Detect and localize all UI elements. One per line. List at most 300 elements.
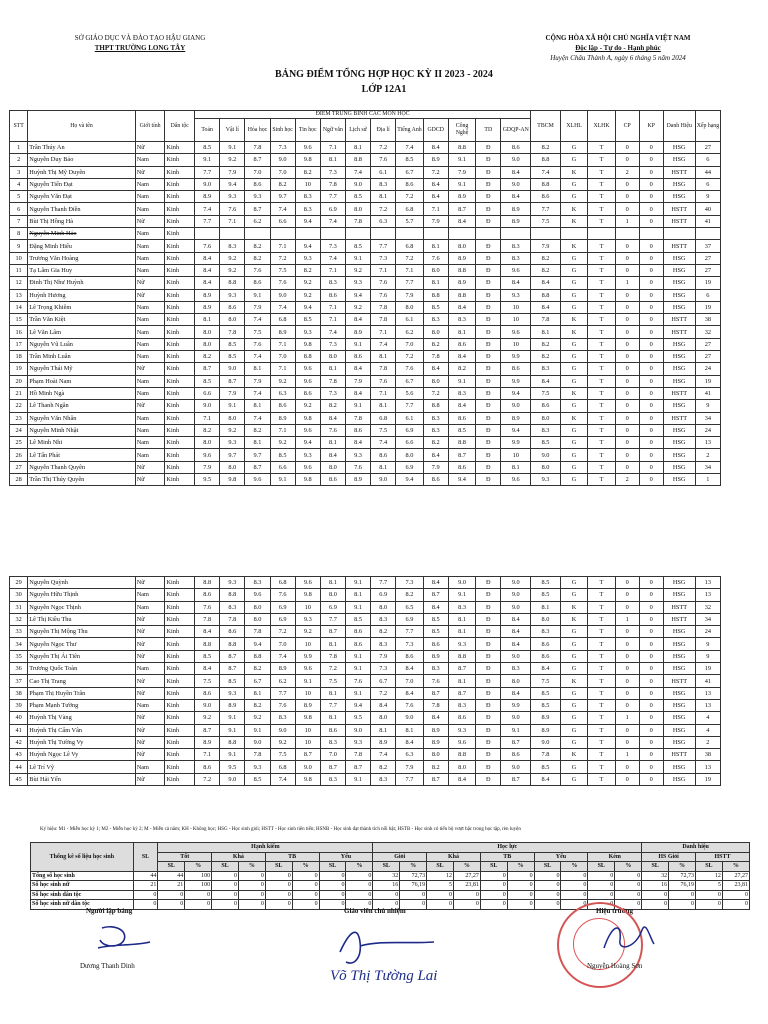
student-row: [10, 142, 721, 154]
student-cell: [476, 228, 501, 240]
student-cell: 0: [639, 712, 663, 724]
student-cell: HSTT: [663, 749, 695, 761]
student-cell: 0: [615, 375, 639, 387]
student-cell: 13: [10, 289, 28, 301]
student-cell: Đ: [476, 761, 501, 773]
student-cell: 9.0: [195, 400, 220, 412]
summary-cell: 0: [373, 900, 400, 910]
student-cell: 8.6: [346, 626, 371, 638]
student-cell: 8.1: [501, 461, 531, 473]
summary-col-sl: SL: [133, 843, 158, 872]
student-cell: 8.1: [320, 363, 345, 375]
student-cell: Đ: [476, 749, 501, 761]
student-cell: 8.6: [320, 724, 345, 736]
student-cell: 11: [10, 264, 28, 276]
student-cell: 34: [10, 638, 28, 650]
student-cell: 9: [695, 650, 720, 662]
student-row: [10, 166, 721, 178]
student-cell: 8.0: [531, 412, 561, 424]
student-cell: 9.6: [295, 424, 320, 436]
summary-cell: 5: [695, 881, 722, 891]
student-cell: Huỳnh Ngọc Lê Vy: [28, 749, 135, 761]
summary-cell: 0: [695, 900, 722, 910]
student-cell: 10: [295, 638, 320, 650]
summary-cell: Số học sinh nữ dân tộc: [31, 900, 134, 910]
student-cell: 0: [639, 626, 663, 638]
student-cell: 8.3: [423, 663, 448, 675]
summary-cell: 0: [534, 900, 561, 910]
student-cell: 8.9: [195, 289, 220, 301]
student-row: [10, 301, 721, 313]
student-cell: 8.2: [423, 338, 448, 350]
summary-cell: 0: [238, 881, 265, 891]
col-xlhl: XLHL: [560, 111, 587, 142]
student-cell: 8.5: [195, 650, 220, 662]
student-cell: Đ: [476, 687, 501, 699]
summary-row: [31, 871, 750, 881]
student-cell: 0: [615, 650, 639, 662]
student-cell: 7.2: [396, 191, 423, 203]
student-cell: Huỳnh Thị Vàng: [28, 712, 135, 724]
student-cell: 8.4: [531, 301, 561, 313]
student-cell: Kinh: [165, 412, 195, 424]
student-cell: 8.6: [448, 461, 475, 473]
student-cell: Nữ: [135, 166, 165, 178]
student-cell: 7.2: [371, 142, 396, 154]
student-cell: 0: [639, 724, 663, 736]
student-cell: 37: [10, 675, 28, 687]
student-cell: T: [588, 326, 615, 338]
student-cell: Kinh: [165, 761, 195, 773]
student-cell: Lê Thị Kiều Thu: [28, 613, 135, 625]
student-cell: T: [588, 449, 615, 461]
student-cell: 7.1: [371, 264, 396, 276]
student-cell: 8.8: [423, 400, 448, 412]
student-cell: 1: [695, 474, 720, 486]
student-cell: 19: [695, 663, 720, 675]
student-cell: 8.7: [501, 736, 531, 748]
student-cell: G: [560, 589, 587, 601]
student-cell: 8.9: [423, 736, 448, 748]
student-cell: Đinh Thị Như Huỳnh: [28, 277, 135, 289]
student-cell: 6.9: [320, 601, 345, 613]
student-cell: 8.3: [448, 314, 475, 326]
summary-cell: 12: [427, 871, 454, 881]
student-cell: 0: [639, 351, 663, 363]
student-cell: 8.1: [448, 613, 475, 625]
student-cell: 24: [10, 424, 28, 436]
student-cell: Lê Trí Vỹ: [28, 761, 135, 773]
student-cell: 0: [639, 400, 663, 412]
student-cell: 7.3: [371, 663, 396, 675]
student-cell: 6.8: [270, 314, 295, 326]
student-cell: 8.6: [396, 650, 423, 662]
col-rank: Xếp hạng: [695, 111, 720, 142]
student-cell: Đ: [476, 178, 501, 190]
department-name: SỞ GIÁO DỤC VÀ ĐÀO TẠO HẬU GIANG: [74, 34, 206, 42]
col-gender: Giới tính: [135, 111, 165, 142]
summary-cell: 0: [561, 890, 588, 900]
student-cell: Đ: [476, 215, 501, 227]
student-cell: 8.1: [371, 400, 396, 412]
student-cell: 8.9: [531, 712, 561, 724]
student-cell: Đ: [476, 314, 501, 326]
student-cell: Nữ: [135, 638, 165, 650]
student-cell: 7.6: [346, 675, 371, 687]
student-cell: HSG: [663, 301, 695, 313]
student-cell: HSG: [663, 178, 695, 190]
summary-unit-pct: %: [561, 862, 588, 872]
student-cell: 9.3: [295, 252, 320, 264]
student-cell: Đ: [476, 650, 501, 662]
document-title: BẢNG ĐIỂM TỔNG HỢP HỌC KỲ II 2023 - 2024: [275, 69, 493, 80]
student-row: [10, 326, 721, 338]
student-cell: 8.5: [531, 589, 561, 601]
student-cell: 8.9: [531, 724, 561, 736]
student-cell: Nguyễn Thị Mộng Thu: [28, 626, 135, 638]
student-cell: 8.1: [345, 142, 370, 154]
student-cell: 8.6: [501, 749, 531, 761]
student-cell: T: [588, 154, 615, 166]
student-cell: Nguyễn Duy Bảo: [28, 154, 135, 166]
student-cell: Kinh: [165, 638, 195, 650]
student-cell: 7.1: [195, 412, 220, 424]
student-cell: 13: [695, 687, 720, 699]
student-cell: 7.7: [396, 773, 423, 785]
student-cell: HSG: [663, 650, 695, 662]
student-cell: Kinh: [165, 626, 195, 638]
student-cell: 8.9: [345, 474, 370, 486]
student-cell: K: [560, 387, 587, 399]
student-cell: Nguyễn Minh Nhật: [28, 424, 135, 436]
student-cell: G: [560, 626, 587, 638]
student-cell: 6.9: [320, 203, 345, 215]
student-cell: 6.7: [396, 166, 423, 178]
student-cell: 0: [615, 589, 639, 601]
student-cell: HSTT: [663, 215, 695, 227]
student-cell: Nữ: [135, 363, 165, 375]
student-cell: 7.9: [195, 461, 220, 473]
student-cell: Kinh: [165, 650, 195, 662]
student-cell: 9.8: [295, 474, 320, 486]
student-cell: 9.1: [220, 749, 245, 761]
student-cell: Nguyễn Minh Hảo: [28, 228, 135, 240]
student-cell: 7.0: [320, 749, 345, 761]
student-cell: 9.3: [245, 761, 270, 773]
student-cell: 8.1: [371, 724, 396, 736]
student-cell: 7.0: [270, 351, 295, 363]
student-cell: 8.1: [195, 314, 220, 326]
student-cell: K: [560, 203, 587, 215]
student-cell: 0: [615, 424, 639, 436]
summary-table: [30, 842, 750, 910]
student-cell: 9.0: [371, 474, 396, 486]
student-cell: 7.8: [320, 375, 345, 387]
student-cell: 6.6: [270, 461, 295, 473]
student-cell: 0: [639, 363, 663, 375]
student-cell: 8.6: [345, 424, 370, 436]
student-cell: Đ: [476, 663, 501, 675]
student-cell: 0: [615, 736, 639, 748]
student-cell: 0: [639, 178, 663, 190]
student-cell: Đ: [476, 191, 501, 203]
student-cell: [270, 228, 295, 240]
student-cell: 8.0: [423, 749, 448, 761]
student-cell: 0: [615, 301, 639, 313]
summary-cell: 0: [507, 881, 534, 891]
summary-cell: 0: [400, 900, 427, 910]
student-cell: 8.3: [531, 626, 561, 638]
student-cell: T: [588, 400, 615, 412]
student-cell: 8.0: [448, 240, 475, 252]
student-cell: 7.8: [195, 613, 220, 625]
student-cell: 7.9: [531, 240, 561, 252]
student-cell: 9.0: [195, 699, 220, 711]
student-cell: 9.0: [501, 712, 531, 724]
student-cell: 8.4: [195, 277, 220, 289]
student-cell: 6.2: [245, 215, 270, 227]
student-cell: G: [560, 712, 587, 724]
student-cell: 7.4: [320, 326, 345, 338]
student-cell: HSG: [663, 154, 695, 166]
student-cell: 6: [10, 203, 28, 215]
student-cell: Nam: [135, 589, 165, 601]
student-row: [10, 449, 721, 461]
student-cell: HSG: [663, 277, 695, 289]
student-cell: 7.0: [270, 166, 295, 178]
student-cell: Nguyễn Thái Mỹ: [28, 363, 135, 375]
student-cell: 7.1: [423, 203, 448, 215]
student-cell: 8.4: [423, 178, 448, 190]
student-cell: 8.5: [295, 314, 320, 326]
student-cell: G: [560, 277, 587, 289]
student-cell: 8.7: [195, 724, 220, 736]
student-cell: 7.6: [195, 240, 220, 252]
summary-cell: 0: [319, 871, 346, 881]
col-stt: STT: [10, 111, 28, 142]
student-cell: HSTT: [663, 166, 695, 178]
student-cell: 0: [615, 264, 639, 276]
student-cell: 8.4: [396, 687, 423, 699]
student-cell: T: [588, 252, 615, 264]
student-cell: 9.0: [396, 712, 423, 724]
student-cell: 0: [639, 699, 663, 711]
student-cell: 9: [695, 638, 720, 650]
student-cell: G: [560, 773, 587, 785]
student-cell: Đ: [476, 252, 501, 264]
student-cell: 7.4: [320, 252, 345, 264]
student-cell: Kinh: [165, 699, 195, 711]
student-cell: HSG: [663, 699, 695, 711]
student-cell: [396, 228, 423, 240]
student-cell: 6: [695, 154, 720, 166]
student-cell: 7.7: [371, 577, 396, 589]
student-cell: 9.7: [245, 449, 270, 461]
student-cell: Kinh: [165, 375, 195, 387]
student-cell: 8.0: [371, 601, 396, 613]
student-cell: 9.7: [220, 449, 245, 461]
student-cell: 6: [695, 289, 720, 301]
student-cell: Nam: [135, 387, 165, 399]
student-cell: 9.2: [195, 712, 220, 724]
summary-cell: 32: [373, 871, 400, 881]
summary-cell: 0: [373, 890, 400, 900]
student-cell: 8.3: [531, 424, 561, 436]
student-cell: 8.2: [448, 363, 475, 375]
student-cell: K: [560, 601, 587, 613]
student-cell: Cao Thị Trang: [28, 675, 135, 687]
student-cell: Kinh: [165, 338, 195, 350]
student-cell: 7.7: [195, 166, 220, 178]
summary-cell: Số học sinh nữ: [31, 881, 134, 891]
student-cell: G: [560, 687, 587, 699]
student-cell: Đ: [476, 675, 501, 687]
student-cell: 8.5: [448, 424, 475, 436]
student-cell: 9.4: [295, 437, 320, 449]
student-cell: HSG: [663, 449, 695, 461]
student-cell: G: [560, 400, 587, 412]
student-cell: 8.6: [448, 712, 475, 724]
student-cell: 1: [615, 712, 639, 724]
student-cell: 0: [639, 601, 663, 613]
student-cell: 8.1: [245, 400, 270, 412]
student-cell: 7.2: [270, 626, 295, 638]
student-cell: Nam: [135, 203, 165, 215]
student-cell: Hồ Minh Ngà: [28, 387, 135, 399]
student-cell: Nữ: [135, 712, 165, 724]
teacher-name-handwritten: Võ Thị Tường Lai: [330, 968, 438, 984]
student-cell: 8.0: [220, 314, 245, 326]
student-cell: Kinh: [165, 289, 195, 301]
place-date: Huyện Châu Thành A, ngày 6 tháng 5 năm 2024: [550, 54, 686, 62]
student-cell: Nguyễn Thanh Quyên: [28, 461, 135, 473]
student-cell: 0: [639, 761, 663, 773]
student-cell: 0: [615, 601, 639, 613]
student-cell: 0: [615, 773, 639, 785]
student-cell: 0: [639, 264, 663, 276]
student-cell: 9.4: [448, 474, 475, 486]
student-cell: 8.9: [423, 154, 448, 166]
student-cell: 8.5: [531, 761, 561, 773]
student-cell: Nguyễn Văn Nhân: [28, 412, 135, 424]
student-cell: G: [560, 301, 587, 313]
student-cell: Đ: [476, 461, 501, 473]
student-cell: T: [588, 314, 615, 326]
student-cell: 8.6: [531, 638, 561, 650]
student-cell: 8.1: [371, 351, 396, 363]
student-cell: 8.4: [501, 638, 531, 650]
summary-cell: 0: [238, 890, 265, 900]
student-cell: Lê Thanh Ngân: [28, 400, 135, 412]
student-cell: 0: [639, 326, 663, 338]
student-cell: 10: [295, 687, 320, 699]
student-cell: 25: [10, 437, 28, 449]
student-cell: 5.6: [396, 387, 423, 399]
student-cell: 14: [10, 301, 28, 313]
summary-group-title: Danh hiệu: [642, 843, 750, 853]
student-cell: 21: [10, 387, 28, 399]
student-cell: 8.4: [320, 412, 345, 424]
summary-subheader: HS Giỏi: [642, 852, 696, 862]
student-cell: 6: [695, 178, 720, 190]
student-cell: 7.2: [371, 687, 396, 699]
student-cell: 0: [615, 449, 639, 461]
student-cell: 8.6: [396, 178, 423, 190]
student-cell: 7.1: [270, 424, 295, 436]
student-cell: HSG: [663, 687, 695, 699]
student-cell: Nam: [135, 601, 165, 613]
student-cell: HSG: [663, 461, 695, 473]
student-cell: 8.2: [195, 424, 220, 436]
student-cell: 8.1: [448, 626, 475, 638]
student-cell: Nam: [135, 264, 165, 276]
summary-unit-sl: SL: [212, 862, 239, 872]
student-cell: Kinh: [165, 461, 195, 473]
student-cell: 8.3: [448, 387, 475, 399]
student-cell: HSG: [663, 773, 695, 785]
student-cell: 7.8: [220, 326, 245, 338]
student-cell: 0: [615, 387, 639, 399]
student-cell: 9.0: [270, 724, 295, 736]
summary-unit-sl: SL: [534, 862, 561, 872]
summary-unit-sl: SL: [319, 862, 346, 872]
student-cell: 7.8: [245, 749, 270, 761]
student-cell: 8.6: [195, 687, 220, 699]
summary-cell: 16: [642, 881, 669, 891]
student-cell: 7.4: [345, 166, 370, 178]
student-cell: 8.8: [345, 154, 370, 166]
student-cell: 9.4: [295, 240, 320, 252]
student-cell: 0: [615, 400, 639, 412]
student-cell: 7.9: [396, 761, 423, 773]
student-cell: 7.7: [270, 687, 295, 699]
summary-cell: 0: [400, 890, 427, 900]
summary-cell: 0: [695, 890, 722, 900]
summary-cell: 23,81: [453, 881, 480, 891]
student-cell: 8.9: [501, 215, 531, 227]
summary-cell: 32: [642, 871, 669, 881]
student-cell: 7.5: [195, 675, 220, 687]
student-cell: 8.9: [295, 699, 320, 711]
student-cell: 10: [501, 449, 531, 461]
student-cell: G: [560, 577, 587, 589]
summary-unit-sl: SL: [158, 862, 185, 872]
summary-cell: 0: [346, 900, 373, 910]
student-cell: 8.5: [195, 375, 220, 387]
summary-subheader: Kém: [588, 852, 642, 862]
student-cell: 8.2: [423, 437, 448, 449]
summary-cell: 0: [427, 890, 454, 900]
summary-cell: 0: [453, 900, 480, 910]
student-cell: HSTT: [663, 675, 695, 687]
student-cell: G: [560, 699, 587, 711]
student-cell: Kinh: [165, 449, 195, 461]
student-cell: 9.3: [295, 449, 320, 461]
student-cell: 16: [10, 326, 28, 338]
student-cell: Nữ: [135, 289, 165, 301]
student-cell: 8.2: [371, 761, 396, 773]
student-cell: 8.9: [423, 724, 448, 736]
student-cell: 24: [695, 363, 720, 375]
student-cell: Trần Thúy An: [28, 142, 135, 154]
summary-unit-pct: %: [400, 862, 427, 872]
student-cell: 8.2: [245, 424, 270, 436]
student-cell: 7.7: [195, 215, 220, 227]
summary-cell: 0: [212, 881, 239, 891]
student-cell: 0: [615, 577, 639, 589]
student-cell: 0: [639, 773, 663, 785]
student-cell: [220, 228, 245, 240]
